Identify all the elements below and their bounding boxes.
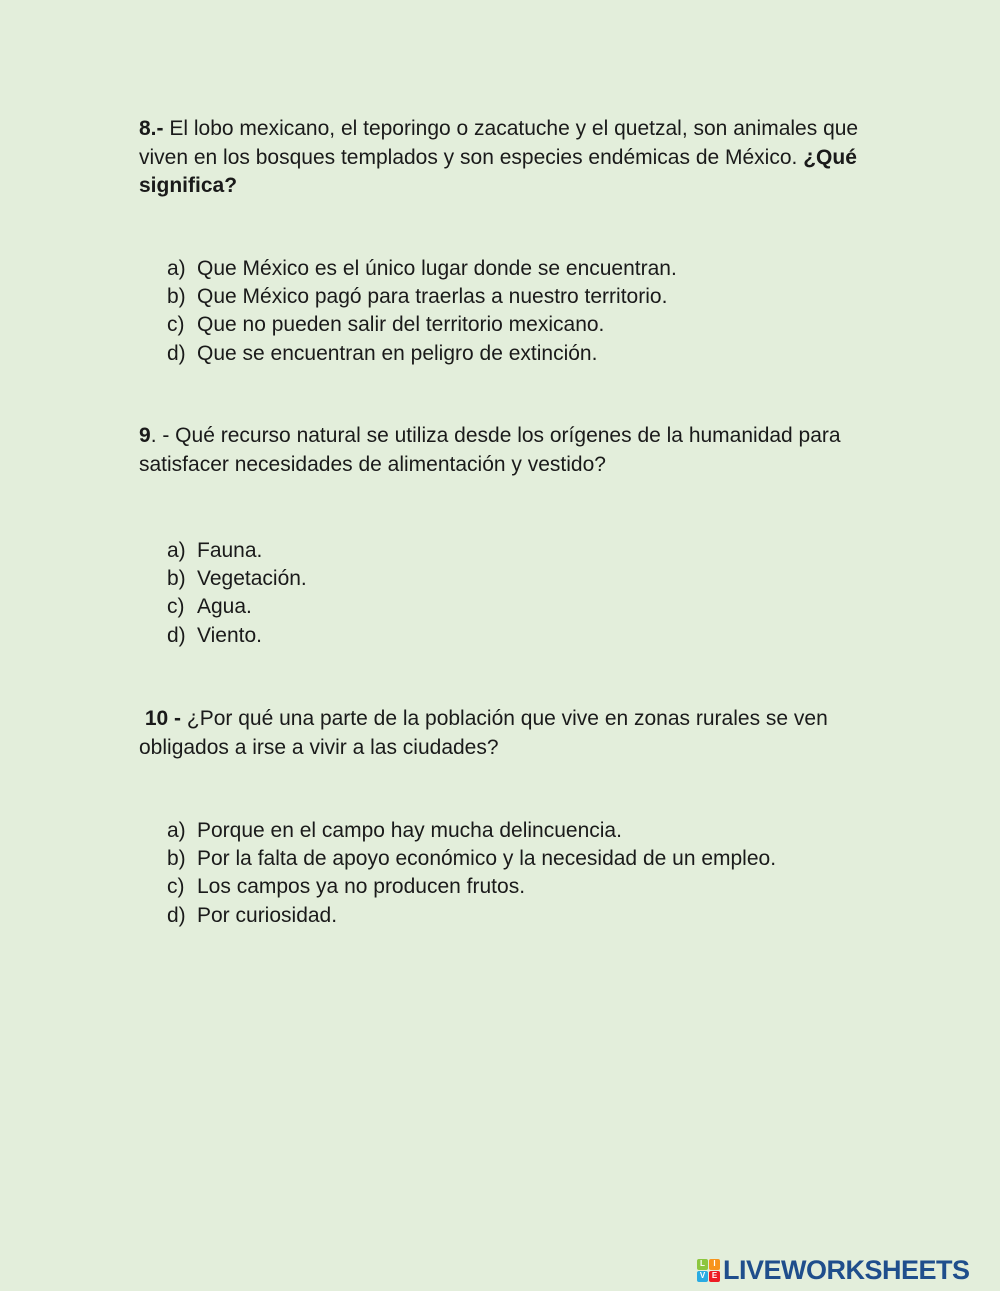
option-b[interactable]	[167, 565, 887, 593]
question-emphasis: ¿Qué significa?	[139, 145, 857, 197]
option-text: Porque en el campo hay mucha delincuencia.	[197, 819, 622, 842]
option-letter: b)	[167, 567, 186, 591]
option-text: Fauna.	[197, 539, 263, 562]
question-text: ¿Por qué una parte de la población que vive en zonas rurales se ven obligados a irse a vivir a las ciudades?	[139, 707, 828, 759]
option-c[interactable]	[167, 311, 887, 339]
question-8	[139, 115, 869, 201]
option-d[interactable]	[167, 340, 887, 368]
option-c[interactable]	[167, 873, 887, 901]
liveworksheets-logo	[697, 1256, 970, 1284]
option-letter: c)	[167, 875, 185, 899]
option-letter: b)	[167, 847, 186, 871]
logo-text: LIVEWORKSHEETS	[723, 1254, 970, 1285]
option-letter: a)	[167, 539, 186, 562]
question-10-options	[167, 817, 887, 930]
option-text: Que no pueden salir del territorio mexicano.	[197, 313, 605, 337]
question-9-options	[167, 537, 887, 650]
option-d[interactable]	[167, 902, 887, 930]
option-a[interactable]	[167, 255, 887, 283]
option-a[interactable]	[167, 817, 887, 845]
question-text: El lobo mexicano, el teporingo o zacatuche y el quetzal, son animales que viven en los bosques templados y son especies endémicas de México.	[139, 117, 859, 169]
option-text: Por la falta de apoyo económico y la necesidad de un empleo.	[197, 847, 777, 871]
option-text: Por curiosidad.	[197, 903, 338, 927]
logo-mark-letter: I	[709, 1259, 720, 1270]
logo-mark-letter: L	[697, 1259, 708, 1270]
option-c[interactable]	[167, 593, 887, 621]
option-letter: c)	[167, 595, 185, 619]
question-number: 8.-	[139, 117, 164, 140]
option-letter: b)	[167, 285, 186, 309]
logo-mark-letter: E	[709, 1271, 720, 1282]
option-d[interactable]	[167, 622, 887, 650]
option-letter: d)	[167, 341, 186, 365]
option-text: Que se encuentran en peligro de extinción.	[197, 341, 598, 365]
option-b[interactable]	[167, 845, 887, 873]
question-number: 9	[139, 424, 151, 447]
option-letter: a)	[167, 257, 186, 280]
option-text: Agua.	[197, 595, 252, 619]
question-8-options	[167, 255, 887, 368]
option-a[interactable]	[167, 537, 887, 565]
option-letter: a)	[167, 819, 186, 842]
option-text: Que México es el único lugar donde se encuentran.	[197, 257, 677, 280]
question-text: . - Qué recurso natural se utiliza desde los orígenes de la humanidad para satisfacer necesidades de alimentación y vestido?	[139, 424, 841, 476]
logo-mark-letter: V	[697, 1271, 708, 1282]
option-letter: d)	[167, 623, 186, 647]
question-9	[139, 422, 869, 479]
option-b[interactable]	[167, 283, 887, 311]
option-text: Viento.	[197, 623, 262, 647]
option-text: Que México pagó para traerlas a nuestro territorio.	[197, 285, 668, 309]
question-number: 10 -	[144, 707, 182, 730]
option-text: Los campos ya no producen frutos.	[197, 875, 526, 899]
option-text: Vegetación.	[197, 567, 307, 591]
question-10	[139, 705, 869, 762]
option-letter: c)	[167, 313, 185, 337]
logo-mark-icon	[697, 1259, 720, 1282]
option-letter: d)	[167, 903, 186, 927]
